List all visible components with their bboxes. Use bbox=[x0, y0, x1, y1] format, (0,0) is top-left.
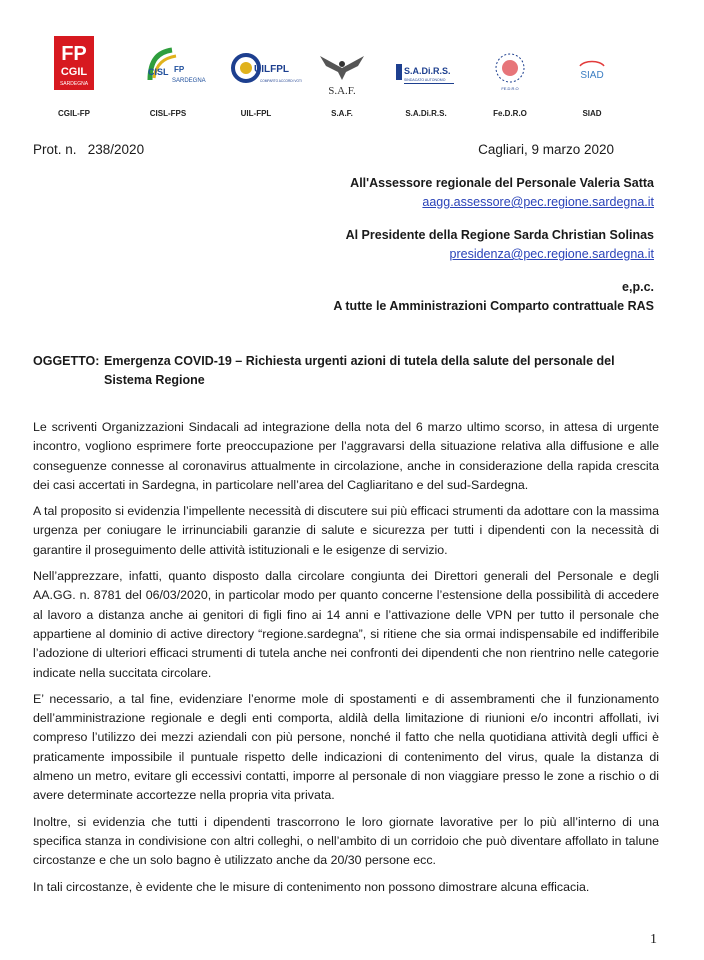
logo-caption: CISL-FPS bbox=[149, 109, 187, 118]
logo-cgil-fp bbox=[40, 30, 120, 122]
cisl-mark-small: SARDEGNA bbox=[172, 78, 206, 84]
logo-cisl-fps bbox=[128, 30, 208, 122]
cc-name: A tutte le Amministrazioni Comparto contrattuale RAS bbox=[333, 299, 654, 313]
sadirs-mark-top: S.A.Di.R.S. bbox=[404, 66, 451, 76]
recipient-presidente bbox=[346, 226, 654, 264]
subject bbox=[33, 352, 659, 390]
paragraph: Le scriventi Organizzazioni Sindacali ad integrazione della nota del 6 marzo ultimo scorso, in attesa di urgente incontro, vogliono esprimere forte preoccupazione per l’aggravarsi della situazione relativa alla diffusione e alle conseguenze connesse al coronavirus attualmente in circolazione, anche in considerazione della rapida crescita dei casi accertati in Sardegna, in particolare nell’area del Cagliaritano e del sud-Sardegna. bbox=[33, 420, 659, 492]
logo-sadirs bbox=[386, 30, 466, 122]
eagle-logo-icon bbox=[302, 30, 382, 100]
paragraph: E’ necessario, a tal fine, evidenziare l’enorme mole di spostamenti e di assembramenti che il funzionamento dell’amministrazione regionale e degli enti comporta, aldilà della limitazione di riunioni e/o incontri affollati, ivi compreso l’utilizzo dei mezzi aziendali con più persone, nonché il fatto che nella quotidiana attività degli uffici è praticamente impossibile il puntuale rispetto delle indicazioni di contenimento del virus, quale la distanza di almeno un metro, evitare gli eccessivi contatti, imporre al personale di non viaggiare presso le zone a rischio o di avere determinate accortezze nella propria vita privata. bbox=[33, 691, 659, 803]
cc-label: e,p.c. bbox=[622, 280, 654, 294]
cgil-mark-sub: CGIL bbox=[60, 66, 88, 78]
logo-caption: CGIL-FP bbox=[58, 109, 90, 118]
subject-line-1: Emergenza COVID-19 – Richiesta urgenti azioni di tutela della salute del personale del bbox=[104, 354, 615, 368]
recipient-presidente-email[interactable]: presidenza@pec.regione.sardegna.it bbox=[449, 247, 654, 261]
recipient-presidente-name: Al Presidente della Regione Sarda Christian Solinas bbox=[345, 228, 654, 242]
logo-saf bbox=[302, 30, 382, 122]
fedro-mark-top: FE.D.R.O bbox=[501, 86, 519, 91]
cisl-fps-logo-icon bbox=[128, 30, 208, 100]
subject-label: OGGETTO: bbox=[33, 354, 100, 368]
place-date: Cagliari, 9 marzo 2020 bbox=[478, 142, 614, 157]
logo-siad bbox=[552, 30, 632, 122]
protocol-number: Prot. n. 238/2020 bbox=[33, 142, 145, 157]
logos-row bbox=[40, 30, 640, 122]
fedro-logo-icon bbox=[470, 30, 550, 100]
uil-fpl-logo-icon bbox=[216, 30, 302, 100]
logo-uil-fpl bbox=[216, 30, 302, 122]
logo-fedro bbox=[470, 30, 550, 122]
siad-mark-top: SIAD bbox=[580, 70, 604, 81]
saf-mark-top: S.A.F. bbox=[328, 85, 356, 97]
page-number: 1 bbox=[650, 932, 657, 947]
logo-caption: S.A.Di.R.S. bbox=[405, 109, 447, 118]
recipient-cc bbox=[333, 278, 654, 316]
letter-body bbox=[33, 418, 659, 904]
paragraph: Inoltre, si evidenzia che tutti i dipendenti trascorrono le loro giornate lavorative per lo più all’interno di una specifica stanza in condivisione con altri colleghi, o nell’ambito di un corridoio che può diventare affollato in talune circostanze e che un solo bagno è utilizzato anche da 20/30 persone ecc. bbox=[33, 814, 659, 868]
cisl-mark-sub: FP bbox=[174, 65, 185, 74]
sadirs-mark-sub: SINDACATO AUTONOMO bbox=[404, 78, 446, 82]
paragraph: A tal proposito si evidenzia l’impellente necessità di discutere sui più efficaci strumenti da adottare con la massima urgenza per coniugare le irrinunciabili garanzie di salute e sicurezza per tutti i dipendenti con la necessità di garantire il proseguimento delle attività istituzionali e le esigenze di servizio. bbox=[33, 504, 659, 557]
logo-caption: SIAD bbox=[582, 109, 602, 118]
sadirs-logo-icon bbox=[386, 30, 466, 100]
logo-caption: Fe.D.R.O bbox=[493, 109, 527, 118]
recipient-assessore-name: All'Assessore regionale del Personale Valeria Satta bbox=[350, 176, 654, 190]
logo-caption: S.A.F. bbox=[331, 109, 353, 118]
uil-mark-top: UILFPL bbox=[254, 64, 289, 75]
paragraph: Nell’apprezzare, infatti, quanto disposto dalla circolare congiunta dei Direttori generali del Personale e degli AA.GG. n. 8781 del 06/03/2020, in particolar modo per quanto concerne l’estensione della possibilità di accedere al lavoro a distanza anche ai genitori di figli fino ai 14 anni e l’attivazione delle VPN per tutto il personale che appartiene al dominio di active directory “regione.sardegna”, si ritiene che sia ormai indispensabile ed indifferibile l’adozione di ulteriori efficaci strumenti di tutela anche nei confronti dei dipendenti che non rientrino nelle categorie indicate nella succitata circolare. bbox=[33, 569, 659, 680]
cisl-mark-top: CISL bbox=[148, 67, 169, 77]
cgil-mark-top: FP bbox=[61, 43, 87, 65]
paragraph: In tali circostanze, è evidente che le misure di contenimento non possono dimostrare alcuna efficacia. bbox=[33, 879, 590, 894]
cgil-fp-logo-icon bbox=[40, 30, 120, 100]
siad-logo-icon bbox=[552, 30, 632, 100]
recipient-assessore-email[interactable]: aagg.assessore@pec.regione.sardegna.it bbox=[422, 195, 654, 209]
uil-mark-sub: COMPARTO ACCORDI VOTI bbox=[260, 79, 302, 83]
recipient-assessore bbox=[350, 174, 654, 212]
logo-caption: UIL-FPL bbox=[240, 109, 272, 118]
cgil-mark-small: SARDEGNA bbox=[59, 81, 89, 87]
subject-line-2: Sistema Regione bbox=[104, 373, 205, 387]
